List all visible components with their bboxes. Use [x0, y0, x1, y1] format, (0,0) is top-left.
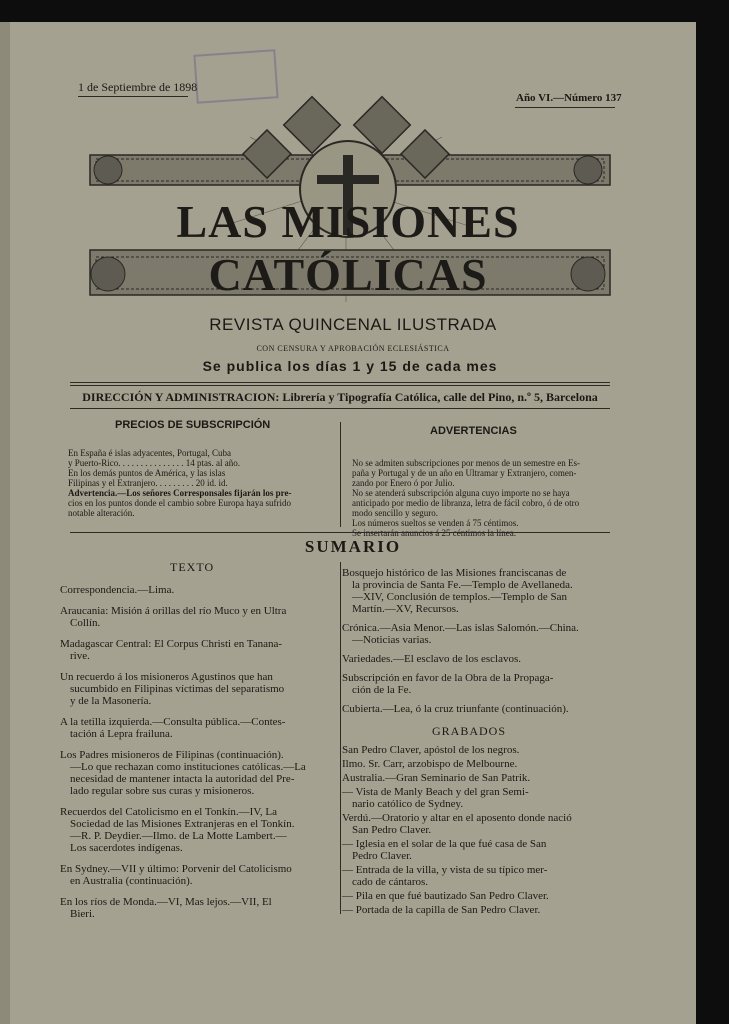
sumario-entry-line: Sociedad de las Misiones Extranjeras en el Tonkín.: [70, 818, 295, 830]
sumario-entry-line: lado regular sobre sus curas y misioneros.: [70, 785, 255, 797]
censorship-note: CON CENSURA Y APROBACIÓN ECLESIÁSTICA: [256, 344, 450, 353]
sumario-entry-line: Un recuerdo á los misioneros Agustinos que han: [60, 671, 273, 683]
sumario-entry-line: Araucania: Misión á orillas del río Muco y en Ultra: [60, 605, 287, 617]
grabados-title: GRABADOS: [432, 724, 507, 738]
precios-line: Advertencia.—Los señores Corresponsales fijarán los pre-: [68, 488, 292, 498]
sumario-entry-line: Subscripción en favor de la Obra de la Propaga-: [342, 672, 554, 684]
precios-line: notable alteración.: [68, 508, 135, 518]
sumario-entry-line: Ilmo. Sr. Carr, arzobispo de Melbourne.: [342, 758, 518, 770]
sumario-entry-line: Bieri.: [70, 908, 95, 920]
sumario-entry: [342, 567, 614, 615]
sumario-entry-line: Collín.: [70, 617, 101, 629]
sumario-entry-line: necesidad de mantener intacta la autoridad del Pre-: [70, 773, 295, 785]
advertencias-line: Se insertarán anuncios á 25 céntimos la línea.: [352, 528, 516, 538]
precios-line: y Puerto-Rico. . . . . . . . . . . . . . . 14 ptas. al año.: [68, 458, 240, 468]
sumario-entry-line: —Noticias varias.: [352, 634, 432, 646]
sumario-entry-line: En Sydney.—VII y último: Porvenir del Catolicismo: [60, 863, 292, 875]
sumario-entry: [342, 758, 614, 770]
sumario-entry-line: sucumbido en Filipinas víctimas del separatismo: [70, 683, 285, 695]
sumario-entry: [60, 896, 328, 920]
sumario-entry: [60, 605, 328, 629]
sumario-entry-line: —Lo que rechazan como instituciones católicas.—La: [70, 761, 306, 773]
sumario-entry: [342, 744, 614, 756]
advertencias-line: zando por Enero ó por Julio.: [352, 478, 455, 488]
precios-title: PRECIOS DE SUBSCRIPCIÓN: [115, 419, 271, 431]
advertencias-line: paña y Portugal y de un año en Ultramar y Extranjero, comen-: [352, 468, 577, 478]
sumario-entry-line: Verdú.—Oratorio y altar en el aposento donde nació: [342, 812, 572, 824]
sumario-entry-line: En los ríos de Monda.—VI, Mas lejos.—VII, El: [60, 896, 272, 908]
address-line: DIRECCIÓN Y ADMINISTRACION: Librería y Tipografía Católica, calle del Pino, n.º 5, Barcelona: [82, 390, 598, 404]
sumario-entry-line: San Pedro Claver, apóstol de los negros.: [342, 744, 520, 756]
sumario-entry-line: San Pedro Claver.: [352, 824, 432, 836]
sumario-entry-line: — Portada de la capilla de San Pedro Claver.: [342, 904, 541, 916]
advertencias-title: ADVERTENCIAS: [430, 425, 517, 437]
sumario-entry: [342, 904, 614, 916]
sumario-entry-line: Crónica.—Asia Menor.—Las islas Salomón.—China.: [342, 622, 579, 634]
sumario-entry: [60, 716, 328, 740]
sumario-entry: [60, 806, 328, 854]
advertencias-line: anticipado por medio de libranza, letra de fácil cobro, ó de otro: [352, 498, 580, 508]
sumario-entry-line: — Vista de Manly Beach y del gran Semi-: [342, 786, 529, 798]
sumario-entry-line: Madagascar Central: El Corpus Christi en Tanana-: [60, 638, 283, 650]
sumario-entry-line: rive.: [70, 650, 90, 662]
sumario-entry: [342, 703, 614, 715]
sumario-entry-line: Los Padres misioneros de Filipinas (continuación).: [60, 749, 284, 761]
sumario-entry-line: —XIV, Conclusión de templos.—Templo de San: [352, 591, 568, 603]
sumario-entry: [60, 863, 328, 887]
issue-date: 1 de Septiembre de 1898: [78, 80, 198, 94]
magazine-subtitle: REVISTA QUINCENAL ILUSTRADA: [209, 315, 497, 334]
advertencias-line: Los números sueltos se venden á 75 céntimos.: [352, 518, 519, 528]
sumario-entry-line: Australia.—Gran Seminario de San Patrik.: [342, 772, 531, 784]
sumario-entry: [342, 672, 614, 696]
sumario-entry-line: y de la Masonería.: [70, 695, 152, 707]
sumario-entry-line: Correspondencia.—Lima.: [60, 584, 175, 596]
sumario-entry-line: Martín.—XV, Recursos.: [352, 603, 459, 615]
sumario-entry: [60, 638, 328, 662]
sumario-entry-line: — Entrada de la villa, y vista de su típico mer-: [342, 864, 548, 876]
sumario-entry: [342, 864, 614, 888]
sumario-entry-line: Los sacerdotes indígenas.: [70, 842, 183, 854]
sumario-entry: [342, 838, 614, 862]
sumario-entry-line: Variedades.—El esclavo de los esclavos.: [342, 653, 521, 665]
sumario-entry-line: Recuerdos del Catolicismo en el Tonkín.—IV, La: [60, 806, 277, 818]
sumario-entry: [342, 890, 614, 902]
sumario-entry: [60, 584, 328, 596]
precios-line: Filipinas y el Extranjero. . . . . . . . . 20 id. id.: [68, 478, 228, 488]
sumario-entry: [60, 671, 328, 707]
advertencias-line: No se atenderá subscripción alguna cuyo importe no se haya: [352, 488, 570, 498]
precios-line: cios en los puntos donde el cambio sobre Europa haya sufrido: [68, 498, 291, 508]
sumario-entry: [342, 786, 614, 810]
sumario-entry-line: Cubierta.—Lea, ó la cruz triunfante (continuación).: [342, 703, 569, 715]
sumario-entry-line: —R. P. Deydier.—Ilmo. de La Motte Lambert.—: [70, 830, 287, 842]
sumario-entry-line: la provincia de Santa Fe.—Templo de Avellaneda.: [352, 579, 573, 591]
precios-line: En los demás puntos de América, y las islas: [68, 468, 226, 478]
magazine-page: [10, 22, 696, 1024]
sumario-entry-line: en Australia (continuación).: [70, 875, 193, 887]
sumario-entry-line: cado de cántaros.: [352, 876, 429, 888]
sumario-entry: [342, 653, 614, 665]
sumario-entry-line: Pedro Claver.: [352, 850, 412, 862]
sumario-entry-line: nario católico de Sydney.: [352, 798, 464, 810]
precios-block: [68, 448, 338, 518]
issue-number: Año VI.—Número 137: [516, 92, 622, 104]
sumario-entry-line: Bosquejo histórico de las Misiones franciscanas de: [342, 567, 567, 579]
sumario-entry: [60, 749, 328, 797]
advertencias-line: No se admiten subscripciones por menos de un semestre en Es-: [352, 458, 580, 468]
sumario-entry-line: — Pila en que fué bautizado San Pedro Claver.: [342, 890, 549, 902]
masthead-title: LAS MISIONES CATÓLICAS: [176, 196, 520, 300]
sumario-entry: [342, 772, 614, 784]
publication-schedule: Se publica los días 1 y 15 de cada mes: [202, 358, 498, 374]
sumario-entry-line: ción de la Fe.: [352, 684, 412, 696]
sumario-title: SUMARIO: [304, 537, 402, 556]
advertencias-line: modo sencillo y seguro.: [352, 508, 438, 518]
advertencias-block: [352, 458, 622, 538]
sumario-entry: [342, 622, 614, 646]
texto-title: TEXTO: [170, 560, 215, 574]
sumario-entry-line: — Iglesia en el solar de la que fué casa de San: [342, 838, 547, 850]
sumario-entry: [342, 812, 614, 836]
precios-line: En España é islas adyacentes, Portugal, Cuba: [68, 448, 231, 458]
sumario-entry-line: tación á Lepra frailuna.: [70, 728, 173, 740]
sumario-entry-line: A la tetilla izquierda.—Consulta pública.—Contes-: [60, 716, 286, 728]
